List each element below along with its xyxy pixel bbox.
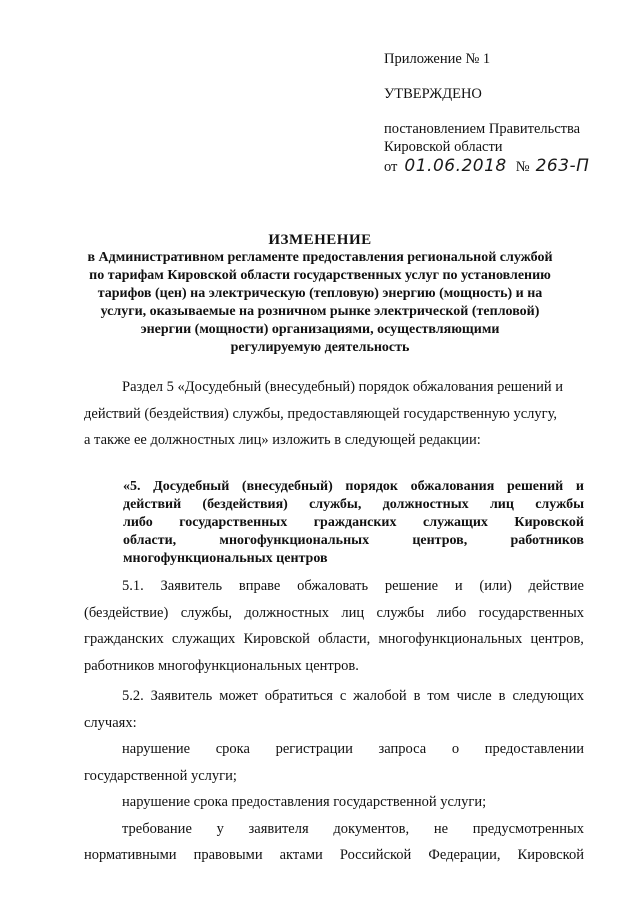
heading-line-last: многофункциональных центров [123,551,328,566]
intro-line: Раздел 5 «Досудебный (внесудебный) порядок обжалования решений и [122,379,564,395]
heading-word: государственных [179,515,288,530]
word: центров, [530,631,584,647]
approved-label: УТВЕРЖДЕНО [384,86,482,102]
title-line: в Административном регламенте предоставления региональной службой [87,250,553,265]
list-item-line [84,816,584,843]
word: правовыми [193,847,263,863]
word: следующих [512,688,584,704]
word: у [216,820,224,837]
word: срока [215,741,250,757]
word: многофункциональных [378,631,523,647]
word: либо [436,604,467,621]
word: требование [122,820,192,837]
word: и [454,578,463,594]
word: должностных [244,604,329,621]
heading-word: «5. [123,479,141,494]
heading-word: работников [510,533,584,548]
heading-word: должностных [382,497,469,512]
title-line: регулируемую деятельность [230,340,410,355]
heading-word: и [575,479,584,494]
word: вправе [238,578,281,594]
approval-block [384,50,624,177]
word: Федерации, [428,847,501,863]
intro-line: а также ее должностных лиц» изложить в следующей редакции: [84,432,481,448]
word: запроса [378,741,427,757]
handwritten-date: 01.06.2018 [404,156,507,176]
word: в [498,688,506,704]
document-title [60,231,580,357]
word: не [433,820,449,837]
word: (бездействие) [84,604,169,621]
title-line: услуги, оказываемые на розничном рынке электрической (тепловой) [100,304,540,319]
word: о [451,741,460,757]
word: обратиться [264,688,333,704]
appendix-label: Приложение № 1 [384,51,491,67]
heading-word: (бездействия) [202,497,288,512]
heading-word: Досудебный [153,479,230,494]
paragraph-5-2 [84,683,584,869]
heading-word: (внесудебный) [241,479,333,494]
list-item-line: нарушение срока предоставления государственной услуги; [122,794,487,810]
heading-word: многофункциональных [219,533,370,548]
heading-line [123,478,584,496]
heading-word: службы, [309,497,362,512]
word: в [413,688,421,704]
decree-date-row [384,156,624,177]
title-line: по тарифам Кировской области государственных услуг по установлению [89,268,551,283]
heading-word: порядок [345,479,398,494]
heading-word: лиц [489,497,514,512]
word: регистрации [275,741,353,757]
heading-word: служащих [423,515,488,530]
heading-word: решений [506,479,564,494]
word: актами [279,847,323,863]
word: государственных [478,604,584,621]
title-line: тарифов (цен) на электрическую (тепловую) энергию (мощность) и на [97,286,543,301]
list-item-line [84,842,584,869]
word: области, [318,631,371,647]
word: службы [376,604,425,621]
handwritten-number: 263-П [535,156,590,176]
paragraph-line-last: работников многофункциональных центров. [84,657,359,674]
paragraph-line [84,683,584,710]
paragraph-line: случаях: [84,714,137,731]
intro-paragraph [84,374,584,454]
heading-word: либо [123,515,153,530]
section-5-heading [123,478,584,568]
word: может [219,688,258,704]
word: гражданских [84,631,164,647]
list-item-line [84,736,584,763]
heading-word: области, [123,533,177,548]
title-heading: ИЗМЕНЕНИЕ [268,232,372,248]
word: обжаловать [297,578,369,594]
word: службы, [180,604,233,621]
word: Российской [339,847,412,863]
word: Кировской [517,847,584,863]
from-label: от [384,159,398,175]
number-label: № [515,159,530,175]
intro-line: действий (бездействия) службы, предоставляющей государственную услугу, [84,405,558,422]
word: служащих [171,631,236,647]
word: нормативными [84,847,177,863]
word: 5.2. [122,688,144,704]
word: том [427,688,450,704]
word: Заявитель [160,578,223,594]
word: с [339,688,347,704]
list-item-line: государственной услуги; [84,767,237,784]
word: лиц [341,604,365,621]
word: предусмотренных [472,820,584,837]
paragraph-line [84,626,584,653]
word: числе [456,688,492,704]
word: 5.1. [122,578,144,594]
title-line: энергии (мощности) организациями, осуществляющими [140,322,500,337]
heading-line [123,514,584,532]
heading-word: службы [535,497,584,512]
paragraph-line [84,600,584,627]
word: нарушение [122,741,191,757]
word: предоставлении [484,741,584,757]
word: Кировской [243,631,310,647]
word: документов, [333,820,410,837]
word: жалобой [353,688,407,704]
heading-word: гражданских [313,515,397,530]
paragraph-line [84,573,584,600]
word: решение [384,578,439,594]
word: заявителя [248,820,309,837]
decree-line-2: Кировской области [384,139,503,155]
word: Заявитель [150,688,213,704]
heading-word: действий [123,497,182,512]
word: (или) [479,578,512,594]
heading-line [123,532,584,550]
decree-line-1: постановлением Правительства [384,121,581,137]
heading-word: обжалования [410,479,495,494]
heading-word: Кировской [514,515,584,530]
word: действие [528,578,584,594]
heading-line [123,496,584,514]
heading-word: центров, [412,533,468,548]
paragraph-5-1 [84,573,584,679]
